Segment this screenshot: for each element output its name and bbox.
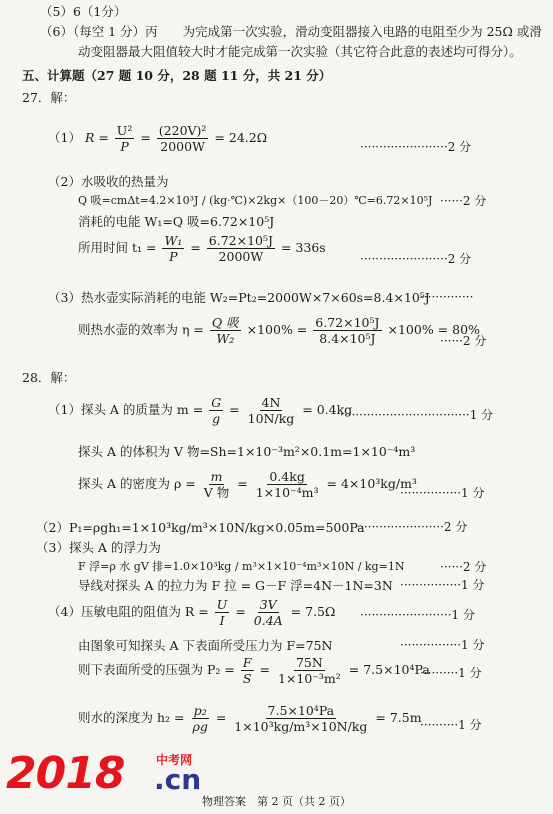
q28-p4-force-score: ················1 分 [400,638,485,652]
q27-p2-lead: （2）水吸收的热量为 [48,174,169,189]
watermark-logo: 2018 中考网 .cn [6,748,202,799]
q28-p3-tension: 导线对探头 A 的拉力为 F 拉 = G－F 浮=4N－1N=3N [78,578,393,593]
q27-p2-energy: 消耗的电能 W₁=Q 吸=6.72×10⁵J [78,214,275,229]
q28-p3-tension-score: ················1 分 [400,578,485,592]
q27-p3-score: ······2 分 [440,334,487,348]
q27-p2-time-score: ·······················2 分 [360,252,472,266]
q28-p3-buoy-score: ······2 分 [440,560,487,574]
q27-p2-time: 所用时间 t₁ = $\frac{\text{W₁}}{P}$ = $\frac{\text{6.72×10⁵J}}{2000W}$ = 336s [78,233,326,265]
q28-p1-density: 探头 A 的密度为 ρ = $\frac{m}{\text{V 物}}$ = $\frac{0.4kg}{\text{1×10⁻⁴m³}}$ = 4×10³kg/m³ [78,469,417,501]
q28-p3-buoy: F 浮=ρ 水 gV 排=1.0×10³kg / m³×1×10⁻⁴m³×10N / kg=1N [78,560,405,573]
page-footer: 物理答案 第 2 页（共 2 页） [202,795,351,808]
q26-item6-line1: （6）（每空 1 分）丙 为完成第一次实验，滑动变阻器接入电路的电阻至少为 25Ω 或滑 [40,24,542,39]
q28-p1-mass: （1）探头 A 的质量为 m = $\frac{G}{g}$ = $\frac{4N}{10N/kg}$ = 0.4kg [48,395,353,427]
q28-p2-text: （2）P₁=ρgh₁=1×10³kg/m³×10N/kg×0.05m=500Pa [36,520,365,535]
q27-p3-lead: （3）热水壶实际消耗的电能 W₂=Pt₂=2000W×7×60s=8.4×10⁵J [48,290,430,305]
q26-item5: （5）6（1分） [40,4,127,19]
section-title: 五、计算题（27 题 10 分，28 题 11 分，共 21 分） [22,68,332,83]
q28-p4-resistance: （4）压敏电阻的阻值为 R = $\frac{U}{I}$ = $\frac{3V}{0.4A}$ = 7.5Ω [48,597,336,629]
q28-p4-resistance-score: ························1 分 [360,608,475,622]
q26-item6-line2: 动变阻器最大阻值较大时才能完成第一次实验（其它符合此意的表述均可得分）。 [78,44,522,59]
q27-p1-formula: （1） R = $\frac{\text{U²}}{P}$ = $\frac{\text{(220V)²}}{2000W}$ = 24.2Ω [48,123,268,155]
q27-p3-energy-dots: ·············· [420,290,474,304]
q28-p4-pressure: 则下表面所受的压强为 P₂ = $\frac{F}{S}$ = $\frac{75N}{\text{1×10⁻³m²}}$ = 7.5×10⁴Pa [78,655,430,687]
q28-p2-score: ······················2 分 [360,520,468,534]
q27-label: 27．解： [22,90,76,105]
q28-p3-lead: （3）探头 A 的浮力为 [36,540,161,555]
q28-p4-force: 由图象可知探头 A 下表面所受压力为 F=75N [78,638,333,653]
q28-p1-volume: 探头 A 的体积为 V 物=Sh=1×10⁻³m²×0.1m=1×10⁻⁴m³ [78,444,416,459]
q28-label: 28．解： [22,370,76,385]
q28-p4-depth-score: ··········1 分 [420,718,482,732]
q28-p1-mass-score: ··································1 分 [340,408,494,422]
q27-p3-efficiency: 则热水壶的效率为 η = $\frac{\text{Q 吸}}{\text{W₂}}$ ×100% = $\frac{\text{6.72×10⁵J}}{\text{8.4×10⁵J}}$ ×100% = 80% [78,315,480,347]
q27-p2-heat-score: ······2 分 [440,194,487,208]
q28-p1-density-score: ················1 分 [400,486,485,500]
q28-p4-depth: 则水的深度为 h₂ = $\frac{\text{p₂}}{\rho g}$ = $\frac{\text{7.5×10⁴Pa}}{\text{1×10³kg/m³×10N/kg}}$ = 7.5m [78,703,422,735]
q28-p4-pressure-score: ··········1 分 [420,666,482,680]
q27-p1-score: ·······················2 分 [360,140,472,154]
q27-p2-heat: Q 吸=cmΔt=4.2×10³J / (kg·℃)×2kg×（100－20）℃=6.72×10⁵J [78,194,433,207]
